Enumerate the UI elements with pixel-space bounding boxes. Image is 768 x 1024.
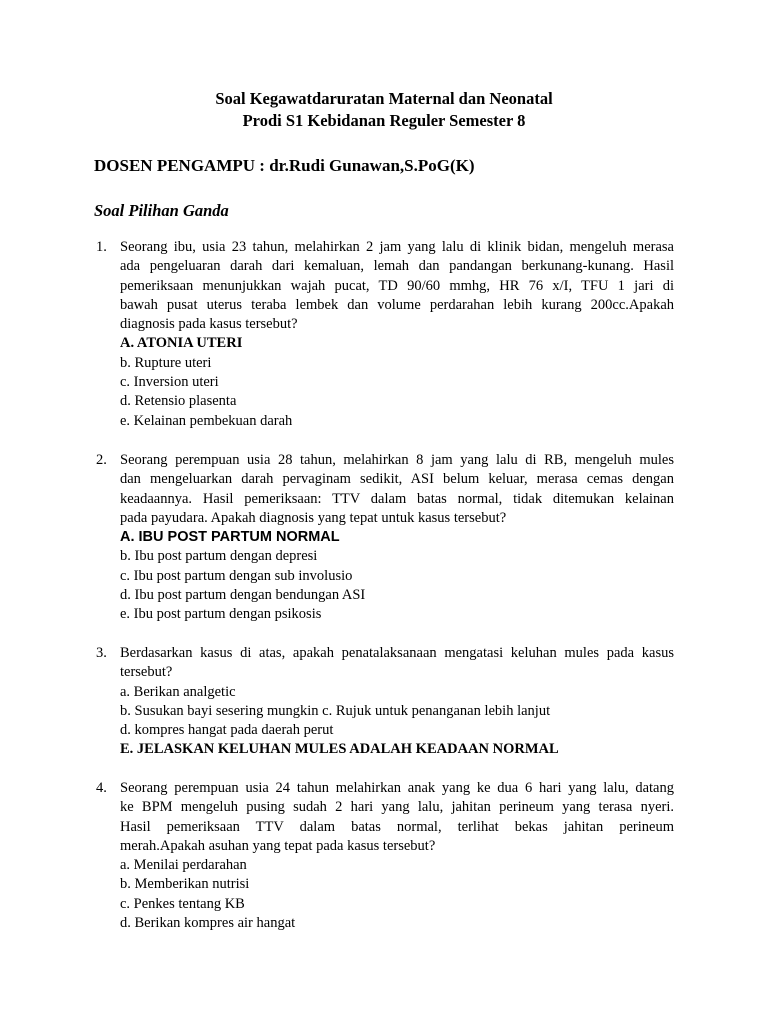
question-number: 3. [96,645,107,661]
answer-option: e. Ibu post partum dengan psikosis [120,606,322,623]
question-stem-line: bawah pusat uterus teraba lembek dan volume perdarahan lebih kurang 200cc.Apakah [120,296,674,313]
answer-option-correct: A. ATONIA UTERI [120,335,243,352]
question-stem-line: dan mengeluarkan darah pervaginam sedikit, ASI belum keluar, merasa cemas dengan [120,471,674,488]
question-stem-line: pada payudara. Apakah diagnosis yang tepat untuk kasus tersebut? [120,509,507,526]
question-stem-line: Hasil pemeriksaan TTV dalam batas normal, terlihat bekas jahitan perineum [120,818,674,835]
question-body [120,238,674,431]
question-stem-line: Berdasarkan kasus di atas, apakah penatalaksanaan mengatasi keluhan mules pada kasus [120,645,674,661]
answer-option: c. Penkes tentang KB [120,895,245,912]
answer-option: c. Ibu post partum dengan sub involusio [120,567,353,584]
question-body [120,779,674,933]
answer-option: b. Ibu post partum dengan depresi [120,548,318,565]
answer-option: d. Berikan kompres air hangat [120,915,296,932]
question-number: 4. [96,780,107,796]
answer-option: b. Rupture uteri [120,354,212,371]
document-subtitle: Prodi S1 Kebidanan Reguler Semester 8 [242,111,526,130]
answer-option: d. Ibu post partum dengan bendungan ASI [120,587,366,604]
answer-option: b. Memberikan nutrisi [120,876,250,893]
answer-option: c. Inversion uteri [120,374,219,391]
question-stem-line: diagnosis pada kasus tersebut? [120,316,298,333]
question-number: 1. [96,239,107,255]
question-stem-line: keadaannya. Hasil pemeriksaan: TTV dalam batas normal, tidak ditemukan kelainan [120,490,674,507]
lecturer-line: DOSEN PENGAMPU : dr.Rudi Gunawan,S.PoG(K) [94,156,475,175]
question-stem-line: ke BPM mengeluh pusing sudah 2 hari yang lalu, jahitan perineum yang terasa nyeri. [120,799,674,816]
question-number: 2. [96,452,107,468]
answer-option: d. Retensio plasenta [120,393,237,410]
answer-option-correct: A. IBU POST PARTUM NORMAL [120,529,340,546]
section-title: Soal Pilihan Ganda [94,201,229,220]
question-stem-line: tersebut? [120,664,173,681]
answer-option: b. Susukan bayi sesering mungkin c. Rujuk untuk penanganan lebih lanjut [120,702,551,719]
answer-option-correct: E. JELASKAN KELUHAN MULES ADALAH KEADAAN NORMAL [120,741,559,758]
answer-option: e. Kelainan pembekuan darah [120,412,293,429]
question-stem-line: pemeriksaan menunjukkan wajah pucat, TD 90/60 mmhg, HR 76 x/I, TFU 1 jari di [120,277,674,294]
answer-option: a. Menilai perdarahan [120,857,247,874]
question-body [120,644,674,760]
document-title: Soal Kegawatdaruratan Maternal dan Neonatal [215,89,553,108]
question-stem-line: merah.Apakah asuhan yang tepat pada kasus tersebut? [120,837,436,854]
question-stem-line: Seorang ibu, usia 23 tahun, melahirkan 2 jam yang lalu di klinik bidan, mengeluh merasa [120,239,674,255]
question-body [120,451,674,625]
question-stem-line: Seorang perempuan usia 28 tahun, melahirkan 8 jam yang lalu di RB, mengeluh mules [120,452,674,468]
question-stem-line: ada pengeluaran darah dari kemaluan, lemah dan pandangan berkunang-kunang. Hasil [120,258,674,275]
answer-option: d. kompres hangat pada daerah perut [120,722,334,739]
answer-option: a. Berikan analgetic [120,683,236,700]
question-stem-line: Seorang perempuan usia 24 tahun melahirkan anak yang ke dua 6 hari yang lalu, datang [120,780,674,796]
